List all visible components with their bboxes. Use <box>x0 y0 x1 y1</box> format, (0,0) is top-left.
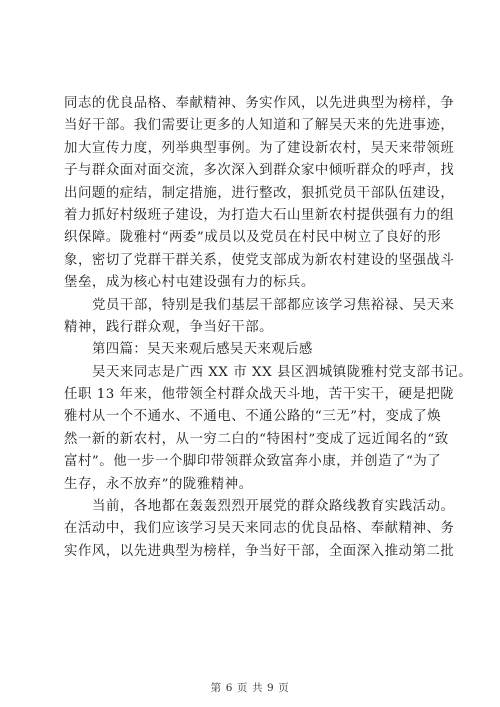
body-line: 生存，永不放弃”的陇雅精神。 <box>64 476 253 492</box>
body-line: 子与群众面对面交流，多次深入到群众家中倾听群众的呼声，找 <box>64 163 455 179</box>
body-line: 精神，践行群众观，争当好干部。 <box>64 319 274 335</box>
section-heading: 第四篇：吴天来观后感吴天来观后感 <box>92 342 313 358</box>
document-body <box>64 93 473 563</box>
body-line: 实作风，以先进典型为榜样，争当好干部，全面深入推动第二批 <box>64 543 455 559</box>
body-line: 任职 13 年来，他带领全村群众战天斗地，苦干实干，硬是把陇 <box>64 387 455 403</box>
body-line-indented: 吴天来同志是广西 XX 市 XX 县区泗城镇陇雅村党支部书记。 <box>92 364 473 380</box>
body-line: 出问题的症结，制定措施，进行整改，狠抓党员干部队伍建设， <box>64 185 455 201</box>
page-number-footer: 第 6 页 共 9 页 <box>210 682 290 694</box>
body-line: 堡垒，成为核心村屯建设强有力的标兵。 <box>64 275 315 291</box>
body-line-indented: 党员干部，特别是我们基层干部都应该学习焦裕禄、吴天来 <box>92 297 455 313</box>
body-line: 富村”。他一步一个脚印带领群众致富奔小康，并创造了“为了 <box>64 454 442 470</box>
body-line: 雅村从一个不通水、不通电、不通公路的“三无”村，变成了焕 <box>64 409 442 425</box>
body-line: 在活动中，我们应该学习吴天来同志的优良品格、奉献精神、务 <box>64 521 455 537</box>
body-line: 加大宣传力度，列举典型事例。为了建设新农村，吴天来带领班 <box>64 140 455 156</box>
body-line: 同志的优良品格、奉献精神、务实作风，以先进典型为榜样，争 <box>64 96 455 111</box>
body-line-indented: 当前，各地都在轰轰烈烈开展党的群众路线教育实践活动。 <box>92 499 455 515</box>
body-line: 着力抓好村级班子建设，为打造大石山里新农村提供强有力的组 <box>64 207 455 223</box>
body-line: 织保障。陇雅村“两委”成员以及党员在村民中树立了良好的形 <box>64 230 442 246</box>
body-line: 当好干部。我们需要让更多的人知道和了解吴天来的先进事迹， <box>64 118 455 134</box>
body-line: 然一新的新农村，从一穷二白的“特困村”变成了远近闻名的“致 <box>64 431 449 447</box>
body-line: 象，密切了党群干群关系，使党支部成为新农村建设的坚强战斗 <box>64 252 455 268</box>
